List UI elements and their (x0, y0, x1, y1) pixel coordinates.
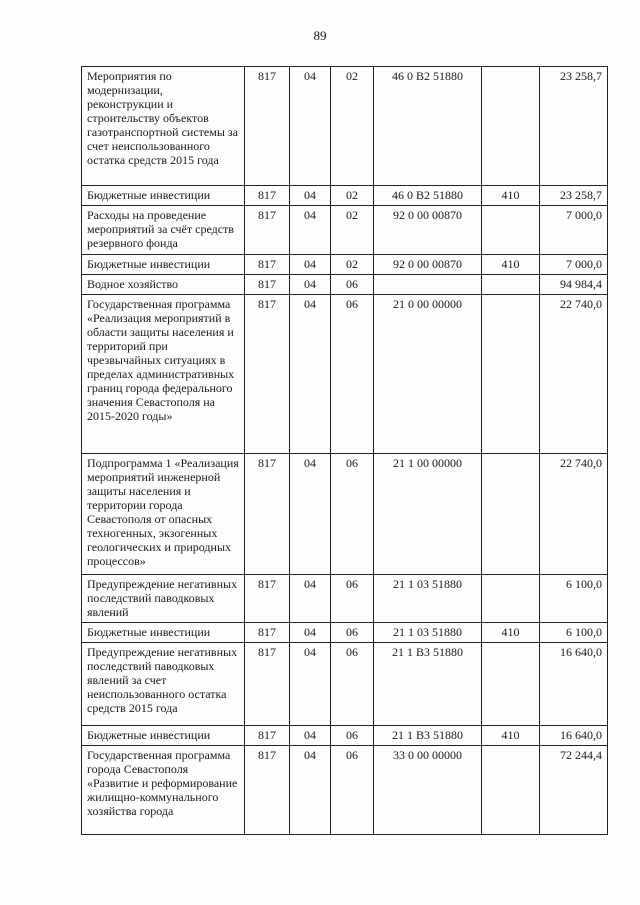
expense-type-code-cell (482, 206, 540, 255)
amount-cell: 7 000,0 (540, 255, 608, 275)
grbs-code-cell: 817 (245, 186, 290, 206)
table-row (82, 746, 608, 835)
target-item-code-cell: 21 1 В3 51880 (374, 643, 482, 726)
amount-cell: 7 000,0 (540, 206, 608, 255)
expense-type-code-cell (482, 67, 540, 186)
table-row (82, 454, 608, 575)
subsection-code-cell: 06 (331, 295, 374, 454)
expense-type-code-cell: 410 (482, 726, 540, 746)
amount-cell: 6 100,0 (540, 623, 608, 643)
table-row (82, 255, 608, 275)
grbs-code-cell: 817 (245, 275, 290, 295)
subsection-code-cell: 06 (331, 623, 374, 643)
table-row (82, 67, 608, 186)
row-name-cell: Государственная программа «Реализация мероприятий в области защиты населения и территорий при чрезвычайных ситуациях в пределах административных границ города федерального значения Севастополя на 2015-2020 годы» (82, 295, 245, 454)
amount-cell: 72 244,4 (540, 746, 608, 835)
subsection-code-cell: 06 (331, 746, 374, 835)
subsection-code-cell: 06 (331, 575, 374, 623)
target-item-code-cell: 33 0 00 00000 (374, 746, 482, 835)
subsection-code-cell: 02 (331, 186, 374, 206)
section-code-cell: 04 (290, 206, 331, 255)
expense-type-code-cell: 410 (482, 186, 540, 206)
amount-cell: 23 258,7 (540, 186, 608, 206)
amount-cell: 23 258,7 (540, 67, 608, 186)
target-item-code-cell: 21 1 03 51880 (374, 575, 482, 623)
table-row (82, 295, 608, 454)
target-item-code-cell: 46 0 В2 51880 (374, 67, 482, 186)
expense-type-code-cell (482, 746, 540, 835)
target-item-code-cell (374, 275, 482, 295)
page-number: 89 (313, 28, 327, 43)
expense-type-code-cell (482, 575, 540, 623)
section-code-cell: 04 (290, 255, 331, 275)
subsection-code-cell: 02 (331, 206, 374, 255)
row-name-cell: Бюджетные инвестиции (82, 255, 245, 275)
row-name-cell: Государственная программа города Севастополя «Развитие и реформирование жилищно-коммунального хозяйства города (82, 746, 245, 835)
section-code-cell: 04 (290, 67, 331, 186)
subsection-code-cell: 06 (331, 275, 374, 295)
grbs-code-cell: 817 (245, 726, 290, 746)
row-name-cell: Бюджетные инвестиции (82, 186, 245, 206)
row-name-cell: Расходы на проведение мероприятий за счёт средств резервного фонда (82, 206, 245, 255)
section-code-cell: 04 (290, 575, 331, 623)
row-name-cell: Бюджетные инвестиции (82, 726, 245, 746)
row-name-cell: Предупреждение негативных последствий паводковых явлений (82, 575, 245, 623)
amount-cell: 22 740,0 (540, 295, 608, 454)
row-name-cell: Бюджетные инвестиции (82, 623, 245, 643)
subsection-code-cell: 06 (331, 726, 374, 746)
row-name-cell: Мероприятия по модернизации, реконструкции и строительству объектов газотранспортной системы за счет неиспользованного остатка средств 2015 года (82, 67, 245, 186)
grbs-code-cell: 817 (245, 643, 290, 726)
grbs-code-cell: 817 (245, 575, 290, 623)
target-item-code-cell: 21 0 00 00000 (374, 295, 482, 454)
amount-cell: 16 640,0 (540, 643, 608, 726)
section-code-cell: 04 (290, 746, 331, 835)
expense-type-code-cell (482, 295, 540, 454)
grbs-code-cell: 817 (245, 746, 290, 835)
target-item-code-cell: 21 1 В3 51880 (374, 726, 482, 746)
target-item-code-cell: 46 0 В2 51880 (374, 186, 482, 206)
amount-cell: 6 100,0 (540, 575, 608, 623)
expense-type-code-cell: 410 (482, 623, 540, 643)
expense-type-code-cell: 410 (482, 255, 540, 275)
table-row (82, 726, 608, 746)
table-row (82, 623, 608, 643)
subsection-code-cell: 06 (331, 454, 374, 575)
table-row (82, 275, 608, 295)
budget-table (81, 66, 608, 835)
target-item-code-cell: 21 1 00 00000 (374, 454, 482, 575)
row-name-cell: Предупреждение негативных последствий паводковых явлений за счет неиспользованного остатка средств 2015 года (82, 643, 245, 726)
table-row (82, 186, 608, 206)
section-code-cell: 04 (290, 643, 331, 726)
grbs-code-cell: 817 (245, 454, 290, 575)
expense-type-code-cell (482, 454, 540, 575)
subsection-code-cell: 02 (331, 67, 374, 186)
grbs-code-cell: 817 (245, 67, 290, 186)
section-code-cell: 04 (290, 295, 331, 454)
grbs-code-cell: 817 (245, 623, 290, 643)
amount-cell: 22 740,0 (540, 454, 608, 575)
amount-cell: 94 984,4 (540, 275, 608, 295)
section-code-cell: 04 (290, 186, 331, 206)
table-row (82, 643, 608, 726)
grbs-code-cell: 817 (245, 255, 290, 275)
table-row (82, 575, 608, 623)
table-row (82, 206, 608, 255)
target-item-code-cell: 92 0 00 00870 (374, 255, 482, 275)
grbs-code-cell: 817 (245, 206, 290, 255)
expense-type-code-cell (482, 643, 540, 726)
table-body (82, 67, 608, 835)
expense-type-code-cell (482, 275, 540, 295)
grbs-code-cell: 817 (245, 295, 290, 454)
target-item-code-cell: 21 1 03 51880 (374, 623, 482, 643)
section-code-cell: 04 (290, 454, 331, 575)
section-code-cell: 04 (290, 275, 331, 295)
section-code-cell: 04 (290, 726, 331, 746)
row-name-cell: Подпрограмма 1 «Реализация мероприятий инженерной защиты населения и территории города Севастополя от опасных техногенных, экзогенных геологических и природных процессов» (82, 454, 245, 575)
subsection-code-cell: 02 (331, 255, 374, 275)
subsection-code-cell: 06 (331, 643, 374, 726)
row-name-cell: Водное хозяйство (82, 275, 245, 295)
section-code-cell: 04 (290, 623, 331, 643)
target-item-code-cell: 92 0 00 00870 (374, 206, 482, 255)
amount-cell: 16 640,0 (540, 726, 608, 746)
